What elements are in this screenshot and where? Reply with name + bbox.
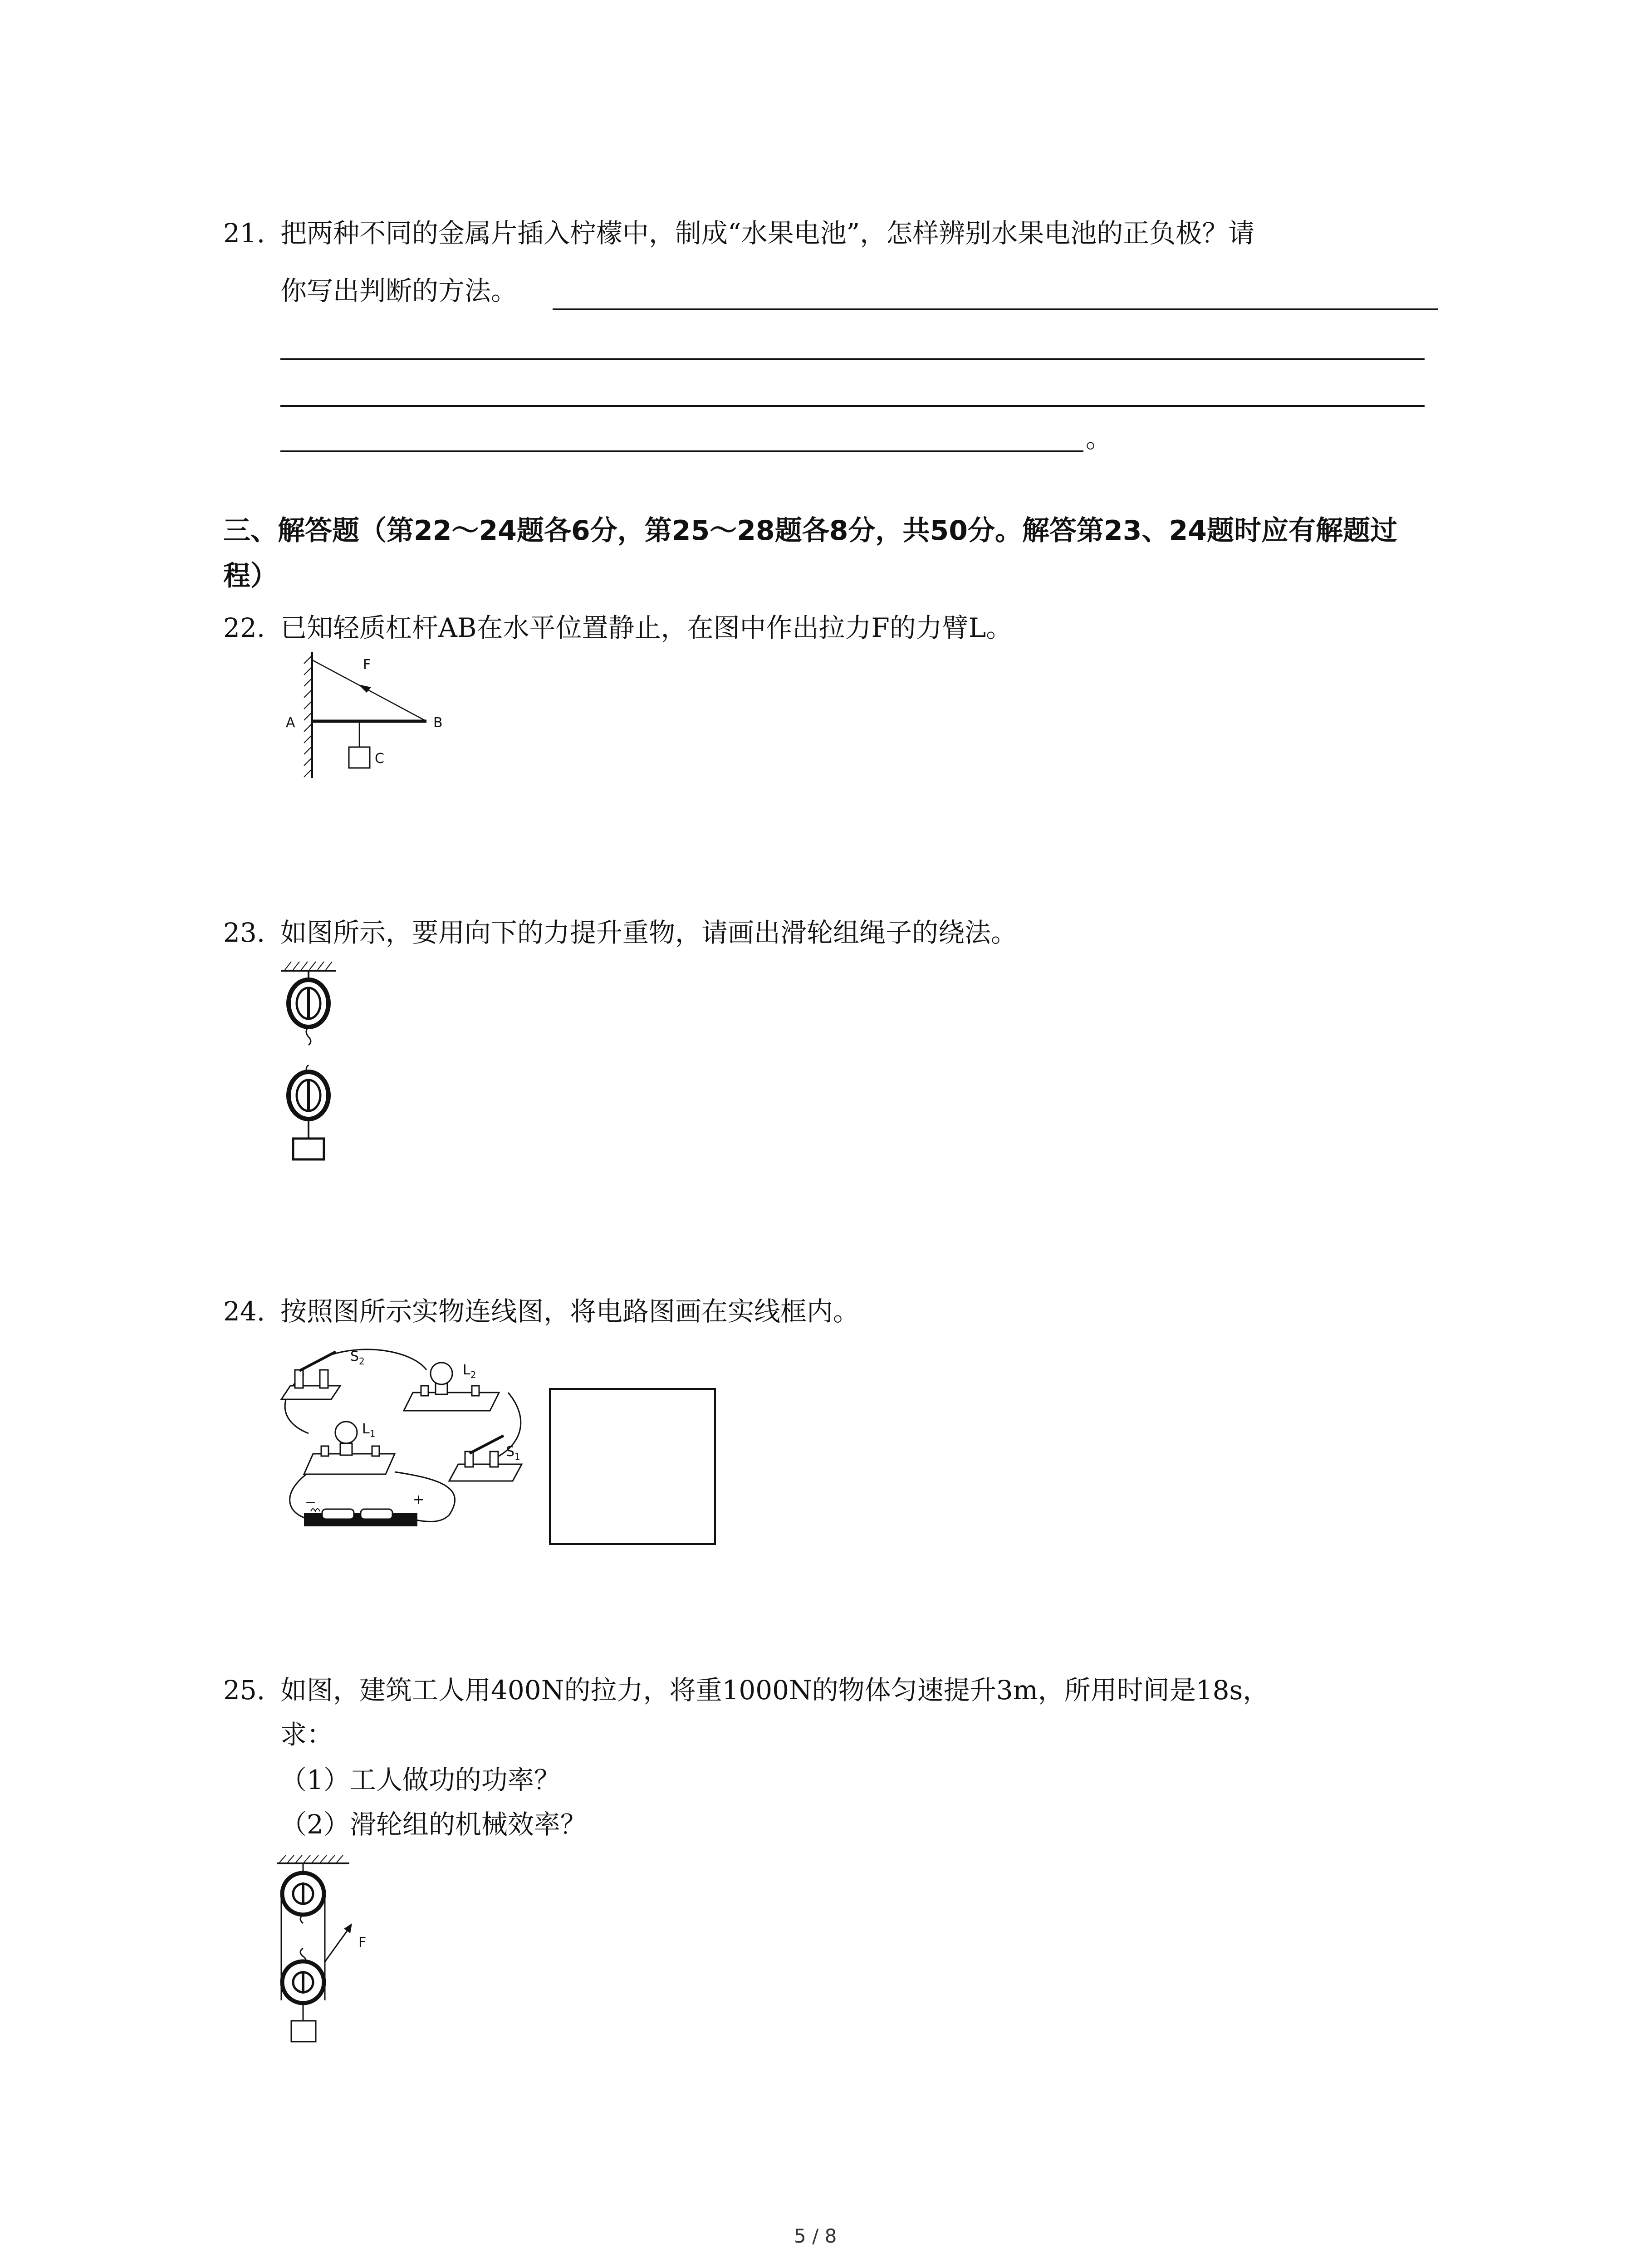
answer-line-4 [280, 450, 1083, 452]
lamp-l1-icon [304, 1422, 395, 1474]
label-a: A [286, 715, 295, 731]
force-arrow-icon [358, 684, 371, 693]
weight-block [291, 2021, 316, 2042]
movable-pulley-icon [289, 1072, 328, 1119]
wall-icon [304, 652, 312, 778]
answer-line-3 [280, 405, 1425, 407]
q21-line1: 把两种不同的金属片插入柠檬中，制成“水果电池”，怎样辨别水果电池的正负极？请 [280, 218, 1255, 249]
pulley-system-figure [272, 957, 354, 1170]
answer-line-2 [280, 358, 1425, 360]
weight-block [293, 1139, 324, 1159]
switch-s2-icon [281, 1352, 340, 1399]
q22-text: 已知轻质杠杆AB在水平位置静止，在图中作出拉力F的力臂L。 [280, 612, 1013, 643]
lever-figure [277, 646, 467, 787]
answer-line-1 [553, 308, 1438, 310]
answer-box [549, 1388, 716, 1545]
lamp-l2-icon [404, 1363, 499, 1411]
label-l1: $L_1$ [362, 1421, 376, 1439]
q21-line2: 你写出判断的方法。 [280, 275, 518, 306]
q21-end-mark: 。 [1086, 423, 1112, 454]
fixed-pulley-icon [282, 1873, 324, 1915]
force-arrow-icon [344, 1923, 352, 1933]
label-minus: − [305, 1495, 317, 1510]
pulley-force-figure [272, 1851, 390, 2050]
movable-pulley-icon [282, 1961, 324, 2003]
section3-heading-line2: 程） [223, 560, 278, 592]
label-f: F [358, 1935, 367, 1950]
q21-number: 21. [223, 218, 265, 249]
label-s2: $S_2$ [350, 1349, 365, 1367]
q24-number: 24. [223, 1296, 265, 1327]
label-l2: $L_2$ [463, 1362, 476, 1380]
weight-block-c [349, 747, 370, 768]
label-c: C [375, 751, 384, 767]
label-plus: + [413, 1492, 425, 1508]
q25-line2: 求： [280, 1719, 333, 1750]
section3-heading-line1: 三、解答题（第22～24题各6分，第25～28题各8分，共50分。解答第23、24题时应有解题过 [223, 515, 1397, 547]
battery-icon [304, 1509, 417, 1526]
ceiling-icon [281, 962, 336, 971]
q25-number: 25. [223, 1675, 265, 1706]
page-number: 5 / 8 [794, 2225, 837, 2247]
q24-text: 按照图所示实物连线图，将电路图画在实线框内。 [280, 1296, 860, 1327]
label-b: B [433, 715, 443, 731]
circuit-figure [277, 1343, 531, 1533]
q25-sub1: （1）工人做功的功率？ [280, 1765, 560, 1795]
ceiling-icon [277, 1855, 349, 1863]
label-f: F [363, 657, 371, 673]
q23-number: 23. [223, 917, 265, 948]
q25-sub2: （2）滑轮组的机械效率？ [280, 1809, 587, 1840]
fixed-pulley-icon [289, 980, 328, 1027]
q23-text: 如图所示，要用向下的力提升重物，请画出滑轮组绳子的绕法。 [280, 917, 1018, 948]
label-s1: $S_1$ [506, 1444, 520, 1462]
pull-rope [325, 1928, 349, 1962]
q22-number: 22. [223, 612, 265, 643]
q25-line1: 如图，建筑工人用400N的拉力，将重1000N的物体匀速提升3m，所用时间是18s， [280, 1675, 1269, 1706]
